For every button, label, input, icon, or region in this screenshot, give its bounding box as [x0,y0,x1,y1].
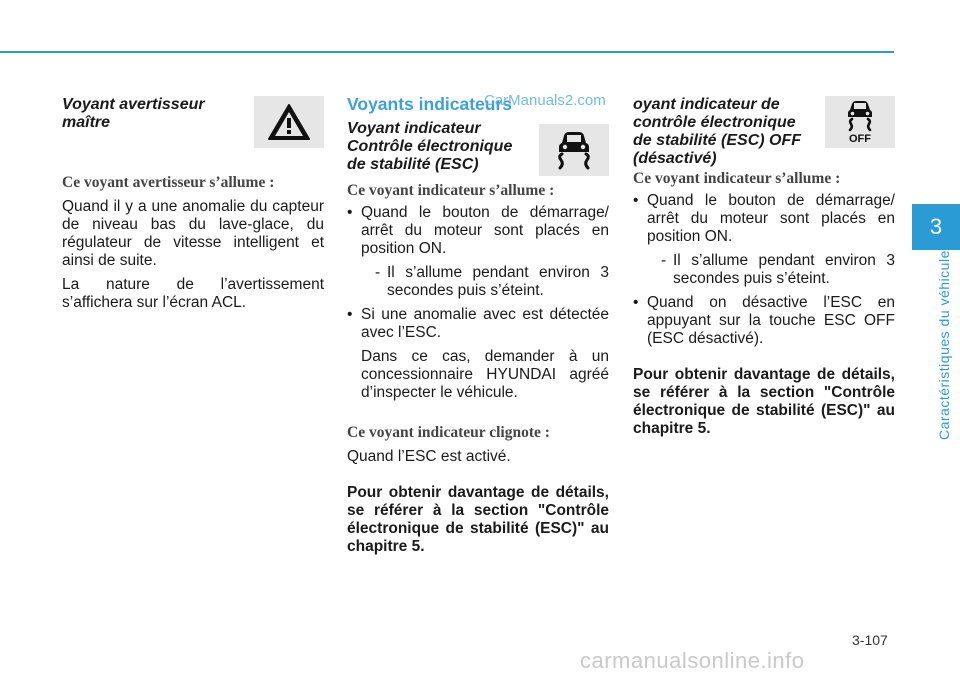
column-esc-off [633,96,895,438]
master-warning-para2: La nature de l’avertissement s’affichera sur l’écran ACL. [62,276,324,311]
esc-details-note: Pour obtenir davantage de détails, se référer à la section "Contrôle électronique de stabilité (ESC)" au chapitre 5. [347,484,609,555]
list-item: • Si une anomalie avec est détectée avec l’ESC. Dans ce cas, demander à un concessionnaire HYUNDAI agréé d’inspecter le véhicule. [347,306,609,402]
esc-header [347,120,609,176]
header-rule [0,51,894,53]
footer-watermark: carmanualsonline.info [580,648,805,673]
esc-off-details-note: Pour obtenir davantage de détails, se référer à la section "Contrôle électronique de stabilité (ESC)" au chapitre 5. [633,366,895,437]
master-warning-subheading: Ce voyant avertisseur s’allume : [62,174,275,191]
esc-off-heading: oyant indicateur de contrôle électronique de stabilité (ESC) OFF (désactivé) [633,96,802,167]
esc-heading: Voyant indicateur Contrôle électronique de stabilité (ESC) [347,120,513,173]
esc-blink-para: Quand l’ESC est activé. [347,448,511,465]
esc-off-header [633,96,895,166]
list-item: • Quand le bouton de démarrage/ arrêt du moteur sont placés en position ON. - Il s’allume pendant environ 3 secondes puis s’éteint. [633,192,895,288]
esc-off-subheading: Ce voyant indicateur s’allume : [633,170,841,187]
list-subitem: - Il s’allume pendant environ 3 secondes puis s’éteint. [661,252,895,287]
chapter-title: Caractéristiques du véhicule [936,250,952,440]
esc-off-list [633,192,895,348]
page-number: 3-107 [852,632,888,648]
column-master-warning [62,96,324,312]
esc-subheading-on: Ce voyant indicateur s’allume : [347,182,555,199]
list-item: • Quand on désactive l’ESC en appuyant sur la touche ESC OFF (ESC désactivé). [633,294,895,348]
list-subitem: - Il s’allume pendant environ 3 secondes puis s’éteint. [375,264,609,299]
esc-subheading-blink: Ce voyant indicateur clignote : [347,424,550,441]
site-watermark: CarManuals2.com [484,92,606,109]
column-esc-indicator [347,96,609,556]
master-warning-triangle-icon [254,96,324,148]
master-warning-header [62,96,324,158]
esc-on-list [347,204,609,402]
master-warning-heading: Voyant avertisseur maître [62,96,205,131]
master-warning-para1: Quand il y a une anomalie du capteur de niveau bas du lave-glace, du régulateur de vitesse intelligent et ainsi de suite. [62,198,324,269]
list-item: • Quand le bouton de démarrage/ arrêt du moteur sont placés en position ON. - Il s’allume pendant environ 3 secondes puis s’éteint. [347,204,609,300]
section-title: Voyants indicateurs [347,94,513,114]
esc-off-icon [825,96,895,148]
esc-skid-car-icon [539,124,609,176]
chapter-tab: 3 [912,204,960,250]
esc-off-icon-label: OFF [849,133,871,144]
